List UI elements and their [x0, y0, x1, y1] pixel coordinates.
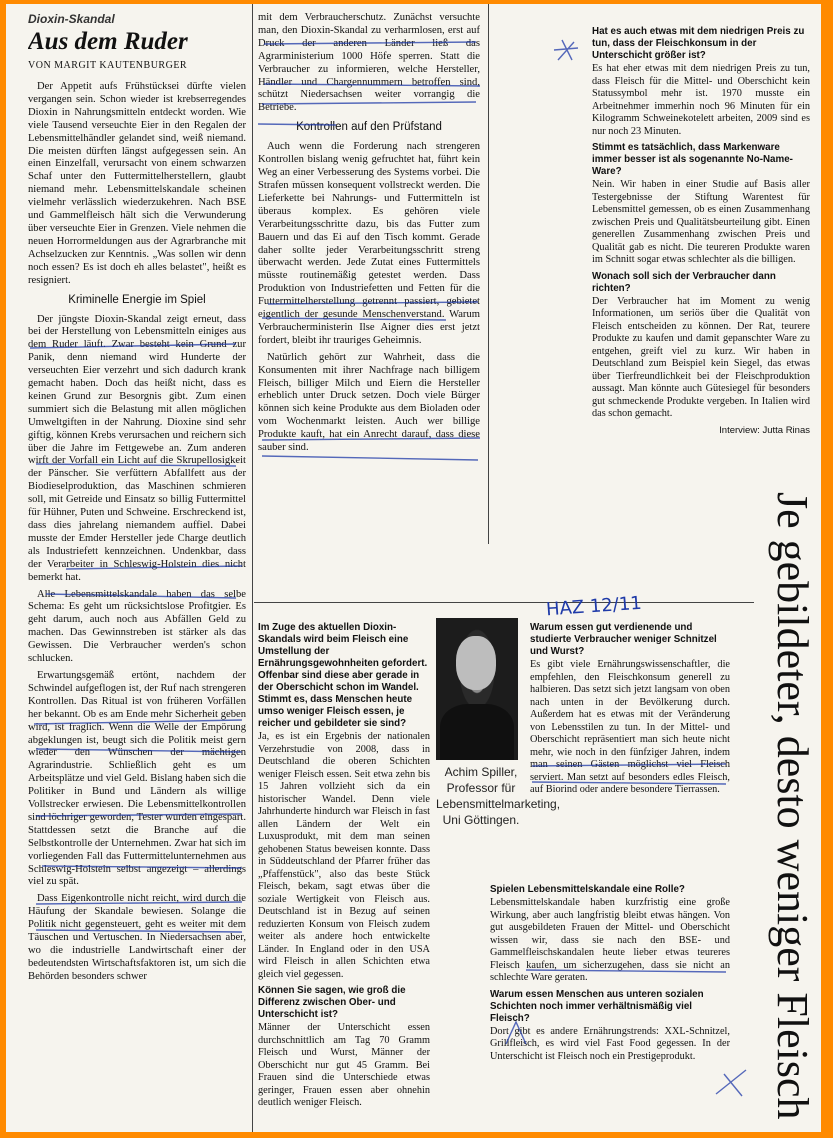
article-paragraph: Auch wenn die Forderung nach strengeren Kontrollen bislang wenig gefruchtet hat, führt kein Weg an einer Verbesserung des Systems vorbei. Die Strafen müssen konsequent vollstreckt werden. Die Lieferkette bei Nahrungs- und Futtermitteln ist überaus komplex. Es gehören viele Verarbeitungsschritte dazu, bis das Futter zum Bauern und das Ei auf den Tisch kommt. Gerade daher sollte jeder Verarbeitungsschritt streng überwacht werden. Jede Zutat eines Futtermittels müsste routinemäßig getestet werden. Dass Produktion von Industriefetten und Fetten für die Futtermittelherstellung getrennt passiert, gebietet eigentlich der gesunde Menschenverstand. Warum Verbraucherministerin Ilse Aigner dies erst jetzt fordert, bleibt ihr trauriges Geheimnis. — [258, 141, 480, 346]
article-byline: VON MARGIT KAUTENBURGER — [28, 60, 188, 71]
article-subhead: Kontrollen auf den Prüfstand — [296, 121, 442, 134]
article-headline: Aus dem Ruder — [28, 28, 188, 55]
interview-question: Stimmt es tatsächlich, dass Markenware immer besser ist als sogenannte No-Name-Ware? — [592, 142, 793, 177]
interview-answer: Der Verbraucher hat im Moment zu wenig Informationen, um seriös über die Qualität von Fleisch entscheiden zu können. Der Rat, teurere Produkte zu kaufen und damit gepanschter Ware zu entgehen, greift viel zu kurz. Wir haben in Deutschland zum Beispiel kein Siegel, das etwas über Tierfreundlichkeit bei der Fleischproduktion aussagt. Man könnte auch Gütesiegel für besonders gut schmeckende Produkte vergeben. In Italien wird das schon gemacht. — [592, 295, 810, 419]
vertical-headline-text: Je gebildeter, desto weniger Fleisch — [768, 492, 817, 1120]
article-column-1 — [28, 12, 246, 1124]
interview-answer: Ja, es ist ein Ergebnis der nationalen Verzehrstudie von 2008, dass in Deutschland die oberen Schichten weniger Fleisch essen. Seit etwa zehn bis 15 Jahren vollzieht sich da ein historischer Wandel. Denn viele Jahrhunderte hindurch war Fleisch in fast allen Ländern der Welt ein Luxusprodukt, mit dem man seinen gehobenen Status beweisen konnte. Dass in Süddeutschland der Pfarrer früher das „Pfaffenstück", also das beste Stück Fleisch, bekam, sagt etwas über die soziale Wertigkeit von Fleisch aus. Deutschland ist in Bezug auf seinen reduzierten Konsum von Fleisch zudem weiter als andere hoch entwickelte Länder. In England oder in den USA wird Fleisch in allen Schichten etwa gleich viel gegessen. — [258, 731, 430, 980]
article-column-2 — [258, 12, 480, 532]
interview-credit: Interview: Jutta Rinas — [719, 424, 810, 436]
interview-answer: Es hat eher etwas mit dem niedrigen Preis zu tun, dass Fleisch für die Mittel- und Oberschicht kein Statussymbol mehr ist. 1970 musste ein Arbeitnehmer immerhin noch 96 Minuten für ein Kilogramm Schweinekotelett arbeiten, 2009 sind es nur noch 23 Minuten. — [592, 63, 810, 137]
article-paragraph: Alle Lebensmittelskandale haben das selbe Schema: Es geht um rücksichtslose Profitgier. Es geht darum, auch noch aus Abfällen Geld zu machen. Das Gewinnstreben ist stärker als das Gewissen. Die Verbraucher werden's schon schlucken. — [28, 588, 246, 665]
interview-column-1 — [258, 618, 430, 1128]
vertical-headline — [758, 492, 820, 1132]
portrait-photo — [436, 618, 518, 760]
handwritten-date-note: HAZ 12/11 — [545, 592, 643, 621]
interview-answer: Es gibt viele Ernährungswissenschaftler, die empfehlen, den Fleischkonsum generell zu halbieren. Das setzt sich jetzt langsam von oben nach unten in der Bevölkerung durch. Außerdem hat es etwas mit der Veränderung von Lebensstilen zu tun. In der Mittel- und Oberschicht repräsentiert man sich heute nicht mehr, wie noch in den fünfziger Jahren, indem man seinen Gästen möglichst viel Fleisch serviert. Man setzt auf besonders edles Fleisch, auf Biorind oder andere besondere Tierrassen. — [530, 659, 730, 795]
newspaper-clipping — [6, 4, 821, 1132]
interview-question: Im Zuge des aktuellen Dioxin-Skandals wird beim Fleisch eine Umstellung der Ernährungsgewohnheiten gefordert. Offenbar sind diese aber gerade in der Oberschicht schon im Wandel. Stimmt es, dass Menschen heute umso weniger Fleisch essen, je reicher und gebildeter sie sind? — [258, 622, 428, 729]
star-mark — [554, 40, 578, 60]
article-subhead: Kriminelle Energie im Spiel — [68, 293, 206, 306]
interview-question: Warum essen Menschen aus unteren sozialen Schichten noch immer verhältnismäßig viel Fleisch? — [490, 988, 704, 1024]
interview-question: Warum essen gut verdienende und studierte Verbraucher weniger Schnitzel und Wurst? — [530, 622, 717, 657]
interview-question: Hat es auch etwas mit dem niedrigen Preis zu tun, dass der Fleischkonsum in der Unterschicht größer ist? — [592, 26, 805, 61]
portrait-face — [456, 636, 496, 690]
interview-answer: Nein. Wir haben in einer Studie auf Basis aller Testergebnisse der Stiftung Warentest für Lebensmittel gemessen, ob es einen Zusammenhang zwischen Preis und Qualitätsbeurteilung gibt. Einen generellen Zusammenhang zwischen Preis und Qualität gab es nicht. Die teureren Produkte waren im Schnitt sogar etwas schlechter als die billigen. — [592, 179, 810, 265]
article-paragraph: Natürlich gehört zur Wahrheit, dass die Konsumenten mit ihrer Nachfrage nach billigem Fleisch, billiger Milch und Eiern die Hersteller erheblich unter Druck setzen. Doch viele Bürger können sich keine Produkte aus dem Bioladen oder vom Wochenmarkt leisten. Auch wer billige Produkte kauft, hat ein Anrecht darauf, dass diese sauber sind. — [258, 351, 480, 454]
interview-answer: Männer der Unterschicht essen durchschnittlich am Tag 70 Gramm Fleisch und Wurst, Männer der Oberschicht nur gut 45 Gramm. Bei Frauen sind die Unterschiede etwas geringer, Frauen essen aber ohnehin deutlich weniger Fleisch. — [258, 1022, 430, 1108]
article-paragraph: Der Appetit aufs Frühstücksei dürfte vielen vergangen sein. Schon wieder ist krebserregendes Dioxin in Nahrungsmitteln entdeckt worden. Wie viele Tausend verseuchte Eier in den Regalen der Lebensmittelhändler gelandet sind, weiß niemand. Die meisten dürften längst aufgegessen sein. An einen Einzelfall, verursacht von einem schwarzen Schaf unter den Futtermittelherstellern, glaubt niemand mehr. Lebensmittelskandale scheinen vielmehr verlässlich wiederzukehren. Nach BSE und Gammelfleisch hält sich die Verwunderung über verseuchte Eier in Grenzen. Viele nehmen die neuen Horrormeldungen aus der Agrarbranche mit Achselzucken zur Kenntnis. „Was sollen wir denn noch essen? Es ist doch eh alles belastet", heißt es resigniert. — [28, 81, 246, 286]
portrait-body — [440, 704, 514, 760]
interview-question: Können Sie sagen, wie groß die Differenz zwischen Ober- und Unterschicht ist? — [258, 985, 406, 1020]
interview-answer: Dort gibt es andere Ernährungstrends: XXL-Schnitzel, Grillfleisch, es wird viel Fast Food gegessen. In der Unterschicht ist Fleisch noch ein Prestigeprodukt. — [490, 1025, 730, 1062]
column-divider — [252, 4, 253, 1132]
section-divider — [254, 602, 754, 603]
article-kicker: Dioxin-Skandal — [28, 12, 115, 26]
interview-sidebar — [592, 22, 810, 542]
interview-question: Wonach soll sich der Verbraucher dann richten? — [592, 270, 776, 294]
article-paragraph: mit dem Verbraucherschutz. Zunächst versuchte man, den Dioxin-Skandal zu verharmlosen, erst auf Druck der anderen Länder ließ das Agrarministerium 1000 Höfe sperren. Statt die Verbraucher zu informieren, welche Hersteller, Händler und Chargennummern betroffen sind, schützt Niedersachsen weiter vorrangig die Betriebe. — [258, 12, 480, 114]
photo-caption: Achim Spiller, Professor für Lebensmittelmarketing, Uni Göttingen. — [436, 765, 561, 827]
interview-question: Spielen Lebensmittelskandale eine Rolle? — [490, 884, 685, 895]
column-divider — [488, 4, 489, 544]
interview-answer: Lebensmittelskandale haben kurzfristig eine große Wirkung, aber auch langfristig bleibt etwas hängen. Von gut ausgebildeten Frauen der Mittel- und Oberschicht wissen wir, dass sie nach den BSE- und Gammelfleischskandalen heute lieber etwas teureres Fleisch kaufen, um sicherzugehen, dass sie nicht an schlechte Ware geraten. — [490, 897, 730, 983]
interview-column-3 — [490, 880, 730, 1130]
article-paragraph: Erwartungsgemäß ertönt, nachdem der Schwindel aufgeflogen ist, der Ruf nach strengeren Kontrollen. Das Ritual ist von früheren Vorfällen her bekannt. Ob es am Ende mehr Sicherheit geben wird, ist fraglich. Wenn die Welle der Empörung abgeklungen ist, beugt sich die Politik meist gern wieder den Wünschen der mächtigen Agrarindustrie. Schließlich geht es um Arbeitsplätze und viel Geld. Bislang haben sich die Politiker in Bund und Ländern als willige Vollstrecker erwiesen. Die Lebensmittelkontrollen sind löchriger geworden, Tester wurden eingespart. Stattdessen setzt die Branche auf die Selbstkontrolle der Unternehmen. Zwar hat sich im vorliegenden Fall das Futtermittelunternehmen aus Schleswig-Holstein selbst angezeigt – allerdings viel zu spät. — [28, 669, 246, 888]
article-paragraph: Der jüngste Dioxin-Skandal zeigt erneut, dass bei der Herstellung von Lebensmitteln einiges aus dem Ruder läuft. Zwar besteht kein Grund zur Panik, denn niemand wird Hunderte der verseuchten Eier verzehrt und sich dadurch krank gemacht haben. Doch das heißt nicht, dass es keinen Grund zur Besorgnis gibt. Zum einen summiert sich die Belastung mit allen möglichen Umweltgiften in der Nahrung. Dioxine sind sehr giftig, können Krebs verursachen und reichern sich über die Jahre im Fettgewebe an. Zum anderen wirft der Vorfall ein Licht auf die Skrupellosigkeit der Pänscher. Sie verfüttern Abfallfett aus der Biodieselproduktion, das Maschinen schmieren soll, mit Getreide und Einsatz so billig Futtermittel für Hühner, Puten und Schweine. Erschreckend ist, dass dies jahrelang niemandem auffiel. Dabei musste der Emder Hersteller jede Charge deutlich als Industriefett kennzeichnen. Undenkbar, dass der Verarbeiter in Schleswig-Holstein dies nicht bemerkt hat. — [28, 313, 246, 583]
article-paragraph: Dass Eigenkontrolle nicht reicht, wird durch die Häufung der Skandale bewiesen. Solange die Politik nicht gegensteuert, geht es weiter mit dem Täuschen und Vertuschen. In Niedersachsen aber, wo die industrielle Landwirtschaft einer der bedeutendsten Wirtschaftsfaktoren ist, um sich die Behörden besonders schwer — [28, 893, 246, 982]
